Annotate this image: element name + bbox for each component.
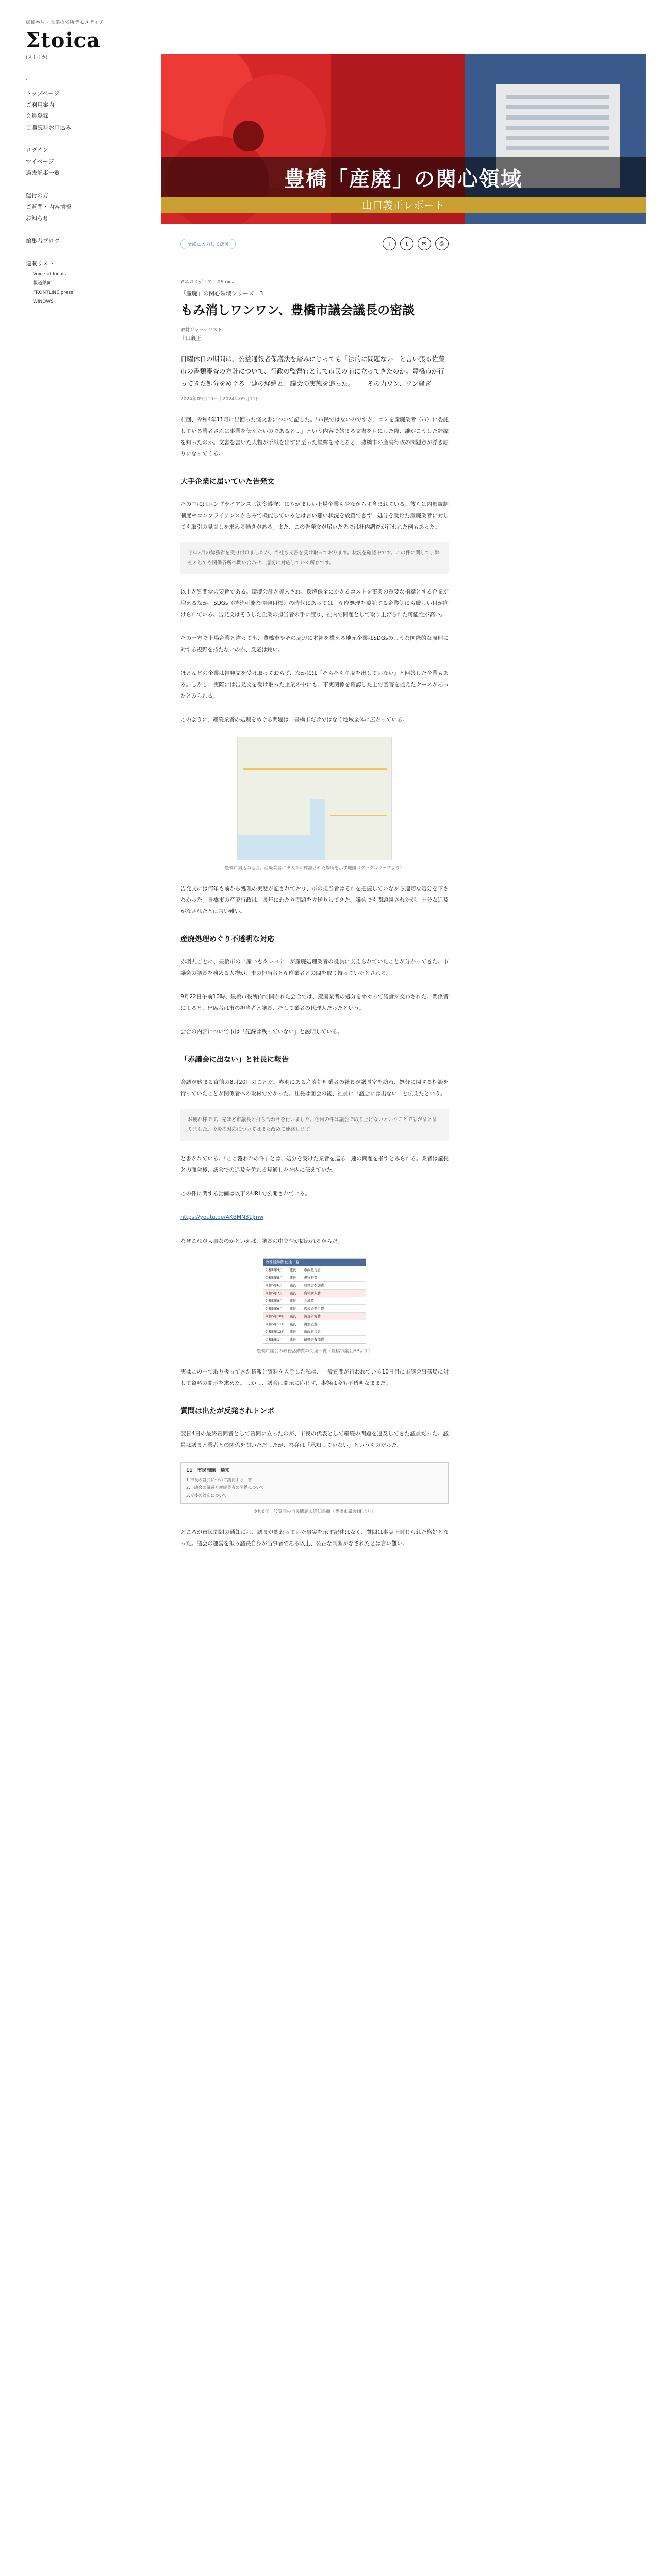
table-row: 令和5年7月 議長 資料購入費 [263, 1289, 366, 1297]
access-pill[interactable]: 全部に入力して認可 [180, 239, 236, 249]
table-row: 令和5年5月 議長 視察旅費 [263, 1274, 366, 1281]
sidebar [0, 0, 155, 2576]
section-heading: 質問は出たが反発されトンボ [180, 1407, 274, 1415]
nav-item-archive[interactable]: 過去記事一覧 [26, 170, 60, 176]
paragraph: この件に関する動画は以下のURLで公開されている。 [180, 1191, 310, 1197]
nav-item-top[interactable]: トップページ [26, 90, 60, 97]
paragraph: 会合の内容について市は「記録は残っていない」と説明している。 [180, 1029, 343, 1035]
mail-icon[interactable]: ✉ [418, 237, 431, 250]
publish-date: 2024年09月10日｜2024年09月11日 [180, 397, 260, 402]
print-icon[interactable]: ⎙ [435, 237, 449, 250]
table-row: 令和5年12月 議長 市政報告会 [263, 1328, 366, 1335]
series-label: 「産廃」の関心領域シリーズ 3 [180, 290, 263, 297]
map-figure [180, 737, 449, 871]
map-caption: 豊橋市周辺の地図。産廃業者に出入りが確認された場所を示す地図（グーグルマップより） [225, 866, 404, 871]
nav-item-operators[interactable]: 運行の方 [26, 192, 48, 199]
video-link-paragraph [180, 1212, 449, 1223]
nav-item-editor-blog[interactable]: 編集者ブログ [26, 238, 60, 244]
hero-banner [161, 54, 646, 224]
document-figure [180, 1462, 449, 1514]
expense-table[interactable] [263, 1258, 366, 1344]
paragraph: ほとんどの企業は告発文を受け取っておらず、なかには「そもそも産廃を出していない」と回答した企業もある。しかし、実際には告発文を受け取った企業の中にも、事実関係を確認した上で回答を控えたケースがあったとみられる。 [180, 670, 449, 699]
paragraph: 告発文には何年も前から処理の実態が記されており、市の担当者はそれを把握していながら適切な処分を下さなかった。豊橋市の産廃行政は、長年にわたり問題を先送りしてきた。議会でも問題視されたが、十分な追及がなされたとは言い難い。 [180, 886, 449, 914]
paragraph: このように、産廃業者の処理をめぐる問題は、豊橋市だけではなく地域全体に広がっている。 [180, 717, 408, 723]
paragraph: その一方で上場企業と違っても、豊橋市やその周辺に本社を構える地元企業はSDGsのような国際的な原則に対する視野を持たないのか、反応は鈍い。 [180, 635, 449, 653]
nav-gap [26, 133, 155, 145]
nav-gap [26, 179, 155, 190]
nav-item-news[interactable]: お知らせ [26, 215, 48, 222]
hero-subtitle: 山口義正レポート [161, 197, 646, 213]
nav-item-login[interactable]: ログイン [26, 147, 48, 154]
paragraph: ところが市民問題の通知には、議長が関わっていた事実を示す記述はなく、質問は事実上封じられた格好となった。議会の運営を担う議長自身が当事者である以上、公正な判断がなされたとは言い難い。 [180, 1529, 449, 1547]
nav-group-main [26, 88, 155, 269]
brand-logo[interactable]: Σtoica [26, 28, 101, 53]
table-caption: 豊橋市議会の政務活動費の使途一覧（豊橋市議会HPより） [256, 1349, 373, 1354]
hero-title: 豊橋「産廃」の関心領域 [284, 167, 522, 191]
nav-item-mypage[interactable]: マイページ [26, 158, 54, 165]
quote-block: お疲れ様です。先ほど市議長と打ち合わせを行いました。今回の件は議会で取り上げないということで話がまとまりました。今後の対応についてはまた改めて連絡します。 [180, 1109, 449, 1141]
table-row: 令和6年1月 議長 研修会参加費 [263, 1335, 366, 1343]
table-header: 政務活動費 使途一覧 [263, 1259, 366, 1266]
nav-item-series[interactable]: 連載リスト [26, 260, 54, 267]
paragraph: 翌日4日の最終質問者として質問に立ったのが、市民の代表として産廃の問題を追及してきた議員だった。議員は議長と業者との関係を問いただしたが、答弁は「承知していない」というものだった。 [180, 1431, 449, 1448]
paragraph: なぜこれが大事なのかといえば、議長の中立性が問われるからだ。 [180, 1238, 343, 1244]
series-list [26, 269, 155, 307]
document-line: 1.市長の答弁について議長より回答 [186, 1478, 252, 1482]
author-name[interactable]: 山口義正 [180, 336, 201, 342]
document-header: 11 市民問題 通知 [186, 1467, 443, 1476]
article-title: もみ消しワンワン、豊橋市議会議長の密談 [180, 302, 415, 317]
video-link[interactable]: https://youtu.be/AKBMN31Jmw [180, 1214, 264, 1221]
series-item[interactable]: Voice of locals [33, 272, 67, 277]
series-item[interactable]: 報道紙面 [33, 281, 52, 286]
paragraph: 赤羽丸ごとに、豊橋市の「産いもクレバナ」が産廃処理業者の役員に支えられていたことが分かってきた。市議会の議長を務める人物が、市の担当者と産廃業者との間を取り持っていたとされる。 [180, 959, 449, 976]
paragraph: 9月22日午前10時、豊橋市役所内で開かれた会合では、産廃業者の処分をめぐって議論が交わされた。関係者によると、出席者は市の担当者と議長、そして業者の代理人だったという。 [180, 994, 449, 1011]
table-figure [180, 1258, 449, 1354]
series-item[interactable]: FRONTLINE press [33, 290, 73, 295]
paragraph: 以上が質問状の要旨である。環境会計が導入され、環境保全にかかるコストを事業の重要な指標とする企業が増えるなか、SDGs（持続可能な開発目標）の時代にあっては、産廃処理を委託する企業側にも厳しい目が向けられている。告発文はそうした企業の担当者の手に渡り、社内で問題として取り上げられた可能性が高い。 [180, 589, 449, 618]
brand-kana: (ストイカ) [26, 55, 48, 60]
series-item[interactable]: WINDWS [33, 299, 54, 304]
nav-gap [26, 247, 155, 258]
paragraph: その中にはコンプライアンス（法令遵守）にやかましい上場企業も少なからず含まれている。彼らは内部統制制度やコンプライアンスからみて機能しているとは言い難い状況を放置できず、処分を受けた産廃業者に対しても取引の見直しを求める動きがある。また、この告発文が届いた先では社内調査が行われた例もあった。 [180, 501, 449, 530]
nav-item-subscribe[interactable]: ご購読料お申込み [26, 124, 71, 131]
table-row: 令和5年4月 議長 市政報告会 [263, 1266, 366, 1274]
table-row: 令和5年6月 議長 研修会参加費 [263, 1281, 366, 1289]
brand-subtitle: 郵便番号・北部の名所デモメディア [26, 20, 104, 25]
section-heading: 「赤議会に出ない」と社長に報告 [180, 1056, 289, 1064]
table-row: 令和5年10月 議長 調査研究費 [263, 1312, 366, 1320]
paragraph: と書かれている。「ここ覆われの件」とは、処分を受けた業者を巡る一連の問題を指すとみられる。業者は議長との面会後、議会での追及を免れる見通しを社内に伝えていた。 [180, 1156, 449, 1173]
author-label: 取材ジャーナリスト [180, 328, 222, 333]
article-tags[interactable]: #エコメディア #Stoica [180, 280, 235, 285]
quote-block: 今年2月の総務省を受け付けましたが、当社も文書を受け取っております。状況を確認中です。この件に関して、弊社としても関係各所へ問い合わせ、適切に対応していく所存です。 [180, 542, 449, 574]
section-heading: 大手企業に届いていた告発文 [180, 478, 274, 486]
search-icon[interactable]: ⌕ [26, 73, 30, 82]
article-meta-row [180, 237, 449, 250]
paragraph: 前回、令和4年11月に出回った怪文書について記した。「市民ではないのですが、ゴミを産廃業者（市）に委託している業者さんは事業を伝えたいのであると…」という内容で始まる文書を目にした際、誰がこうした経緯を知ったのか。文書を書いた人物が手紙を出すに至った経緯を考えると、豊橋市の産廃行政の問題点が浮き彫りになってくる。 [180, 417, 449, 457]
twitter-icon[interactable]: t [400, 237, 413, 250]
table-row: 令和5年9月 議長 広報紙発行費 [263, 1304, 366, 1312]
map-image[interactable] [237, 737, 392, 860]
article [180, 237, 449, 1549]
nav-gap [26, 224, 155, 235]
nav-item-register[interactable]: 会員登録 [26, 113, 48, 120]
nav-item-guide[interactable]: ご利用案内 [26, 101, 54, 108]
nav-item-faq[interactable]: ご質問・内容情報 [26, 204, 71, 210]
table-row: 令和5年11月 議長 視察旅費 [263, 1320, 366, 1328]
document-line: 2.市議会の議長と産廃業者の関係について [186, 1485, 264, 1490]
table-row: 令和5年8月 議長 会議費 [263, 1297, 366, 1304]
paragraph: 実はこの中で取り扱ってきた情報と資料を入手した私は、一般質問が行われている10日目に市議会事務局に対して資料の開示を求めた。しかし、議会は開示に応じず、事態は今も不透明なままだ。 [180, 1369, 449, 1386]
notice-document[interactable] [180, 1462, 449, 1504]
document-caption: 令和6年一般質問の市民問題の通知書面（豊橋市議会HPより） [253, 1509, 376, 1514]
article-lead: 日曜休日の期間は、公益通報者保護法を踏みにじっても「法的に問題ない」と言い張る佐藤市の書類審査の方針について、行政の監督官として市民の前に立ってきたのか。豊橋市が行ってきた処分をめぐる一連の経緯と、議会の実態を追った。――その力ワン、ワン騒ぎ―― [180, 355, 445, 387]
facebook-icon[interactable]: f [383, 237, 396, 250]
paragraph: 会議が始まる直前の8月20日のことだ。赤羽にある産廃処理業者の社長が議長室を訪ね、処分に関する相談を行っていたことが関係者への取材で分かった。社長は面会の後、社員に「議会には出ない」と伝えたという。 [180, 1079, 449, 1097]
section-heading: 産廃処理めぐり不透明な対応 [180, 935, 274, 943]
share-buttons [383, 237, 449, 250]
document-line: 3.今後の対応について [186, 1493, 227, 1498]
